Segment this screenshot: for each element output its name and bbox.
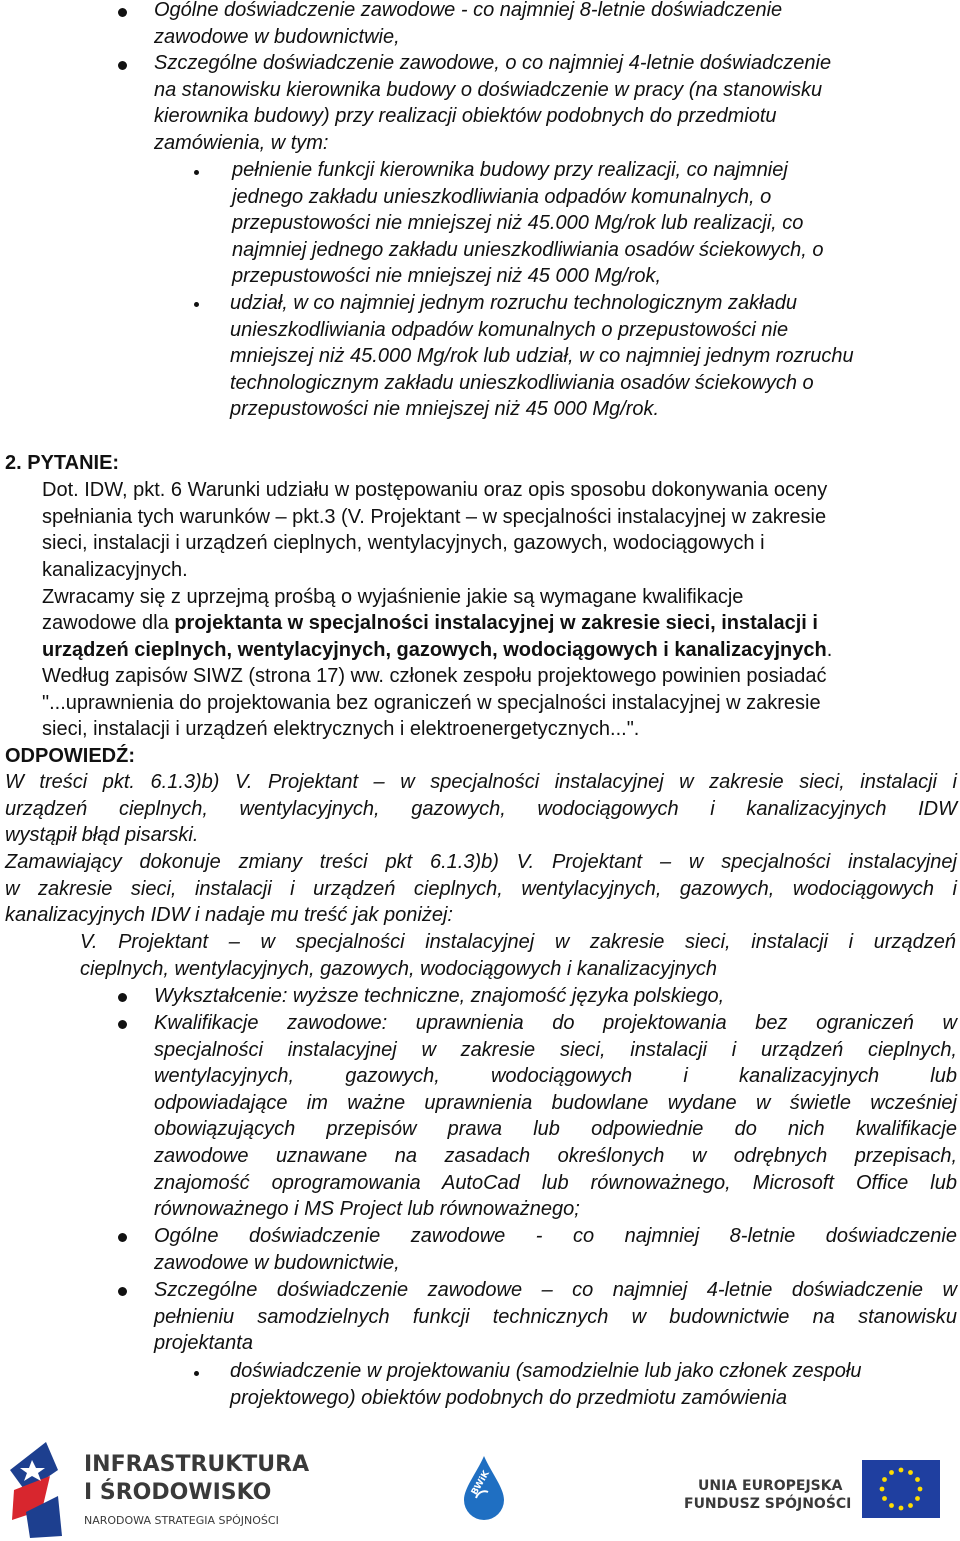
footer-logos bbox=[0, 1430, 960, 1541]
answer-paragraph bbox=[5, 769, 957, 849]
eu-star-icon bbox=[915, 1496, 920, 1501]
eu-star-icon bbox=[908, 1470, 913, 1475]
eu-star-icon bbox=[899, 1506, 904, 1511]
bullet-marker bbox=[118, 61, 127, 70]
question-line: "...uprawnienia do projektowania bez ograniczeń w specjalności instalacyjnej w zakresie bbox=[42, 692, 821, 714]
text-line: mniejszej niż 45.000 Mg/rok lub udział, w co najmniej jednym rozruchu bbox=[230, 345, 854, 368]
infrastruktura-logo-line2: I ŚRODOWISKO bbox=[84, 1480, 272, 1505]
question-line: sieci, instalacji i urządzeń elektrycznych i elektroenergetycznych...". bbox=[42, 718, 640, 740]
bullet-marker bbox=[118, 1233, 127, 1242]
text-line: jednego zakładu unieszkodliwiania odpadów komunalnych, o bbox=[232, 185, 772, 208]
text-line: udział, w co najmniej jednym rozruchu technologicznym zakładu bbox=[230, 292, 797, 314]
text-line: projektowego) obiektów podobnych do przedmiotu zamówienia bbox=[230, 1386, 787, 1409]
text-bold: projektanta w specjalności instalacyjnej w zakresie sieci, instalacji i bbox=[174, 612, 818, 634]
text-line: doświadczenie w projektowaniu (samodzielnie lub jako członek zespołu bbox=[230, 1360, 862, 1382]
text-line: Kwalifikacje zawodowe: uprawnienia do projektowania bez ograniczeń w bbox=[154, 1012, 957, 1034]
text-normal: zawodowe dla bbox=[42, 612, 175, 634]
answer-heading: ODPOWIEDŹ: bbox=[5, 745, 135, 767]
eu-star-icon bbox=[882, 1496, 887, 1501]
text-line: kierownika budowy) przy realizacji obiektów podobnych do przedmiotu bbox=[154, 105, 777, 128]
sub-bullet-marker bbox=[194, 1371, 199, 1376]
eu-star-icon bbox=[880, 1487, 885, 1492]
question-line: spełniania tych warunków – pkt.3 (V. Projektant – w specjalności instalacyjnej w zakresie bbox=[42, 506, 827, 528]
question-line: Według zapisów SIWZ (strona 17) ww. członek zespołu projektowego powinien posiadać bbox=[42, 665, 827, 687]
text-line: kanalizacyjnych IDW i nadaje mu treść jak poniżej: bbox=[5, 904, 453, 927]
sub-list-item bbox=[232, 157, 952, 290]
question-line: kanalizacyjnych. bbox=[42, 559, 188, 581]
infrastruktura-logo-mark bbox=[6, 1440, 66, 1540]
eu-star-icon bbox=[918, 1487, 923, 1492]
eu-logo-line1: UNIA EUROPEJSKA bbox=[698, 1478, 843, 1494]
sub-list-item bbox=[230, 290, 955, 423]
question-line bbox=[42, 637, 832, 664]
text-line: cieplnych, wentylacyjnych, gazowych, wodociągowych i kanalizacyjnych bbox=[80, 957, 717, 980]
text-line: urządzeń cieplnych, wentylacyjnych, gazowych, wodociągowych i kanalizacyjnych IDW bbox=[5, 797, 957, 820]
eu-star-icon bbox=[882, 1477, 887, 1482]
text-bold: urządzeń cieplnych, wentylacyjnych, gazowych, wodociągowych i kanalizacyjnych bbox=[42, 639, 827, 661]
text-line: na stanowisku kierownika budowy o doświadczenie w pracy (na stanowisku bbox=[154, 78, 823, 101]
question-heading: 2. PYTANIE: bbox=[5, 452, 120, 474]
text-line: przepustowości nie mniejszej niż 45 000 Mg/rok. bbox=[230, 398, 660, 421]
question-line: Zwracamy się z uprzejmą prośbą o wyjaśnienie jakie są wymagane kwalifikacje bbox=[42, 586, 744, 608]
eu-star-icon bbox=[899, 1468, 904, 1473]
list-item bbox=[154, 983, 954, 1010]
list-item bbox=[154, 1010, 957, 1223]
text-line: pełnienie funkcji kierownika budowy przy realizacji, co najmniej bbox=[232, 159, 788, 181]
text-line: odpowiadające im ważne uprawnienia budowlane wydane w świetle wcześniej bbox=[154, 1091, 957, 1114]
text-line: Wykształcenie: wyższe techniczne, znajomość języka polskiego, bbox=[154, 985, 725, 1007]
text-line: Ogólne doświadczenie zawodowe - co najmniej 8-letnie doświadczenie bbox=[154, 0, 783, 21]
text-line: wystąpił błąd pisarski. bbox=[5, 824, 199, 847]
text-line: specjalności instalacyjnej w zakresie sieci, instalacji i urządzeń cieplnych, bbox=[154, 1038, 957, 1061]
text-line: przepustowości nie mniejszej niż 45.000 Mg/rok lub realizacji, co bbox=[232, 212, 804, 235]
infrastruktura-logo-line3: NARODOWA STRATEGIA SPÓJNOŚCI bbox=[84, 1514, 279, 1527]
bullet-marker bbox=[118, 8, 127, 17]
water-drop-logo bbox=[462, 1454, 506, 1522]
text-line: w zakresie sieci, instalacji i urządzeń cieplnych, wentylacyjnych, gazowych, wodociągowych i bbox=[5, 877, 957, 900]
bullet-marker bbox=[118, 993, 127, 1002]
eu-star-icon bbox=[915, 1477, 920, 1482]
sub-bullet-marker bbox=[194, 302, 199, 307]
text-line: technologicznym zakładu unieszkodliwiania osadów ściekowych o bbox=[230, 371, 814, 394]
water-logo-label: BWiK bbox=[470, 1469, 492, 1497]
text-line: Szczególne doświadczenie zawodowe, o co najmniej 4-letnie doświadczenie bbox=[154, 52, 832, 74]
answer-paragraph bbox=[80, 929, 956, 982]
text-line: przepustowości nie mniejszej niż 45 000 Mg/rok, bbox=[232, 265, 662, 288]
bullet-marker bbox=[118, 1020, 127, 1029]
eu-flag-icon bbox=[862, 1460, 940, 1518]
text-line: najmniej jednego zakładu unieszkodliwiania osadów ściekowych, o bbox=[232, 238, 824, 261]
bullet-marker bbox=[118, 1287, 127, 1296]
infrastruktura-logo-line1: INFRASTRUKTURA bbox=[84, 1452, 310, 1477]
sub-list-item bbox=[230, 1358, 958, 1411]
text-line: Zamawiający dokonuje zmiany treści pkt 6.1.3)b) V. Projektant – w specjalności instalacyjnej bbox=[5, 851, 957, 873]
text-line: zawodowe w budownictwie, bbox=[154, 25, 400, 48]
text-line: znajomość oprogramowania AutoCad lub równoważnego, Microsoft Office lub bbox=[154, 1171, 957, 1194]
text-line: Szczególne doświadczenie zawodowe – co najmniej 4-letnie doświadczenie w bbox=[154, 1279, 957, 1301]
text-line: zawodowe w budownictwie, bbox=[154, 1251, 400, 1274]
eu-star-icon bbox=[889, 1503, 894, 1508]
list-item bbox=[154, 0, 944, 50]
question-line: Dot. IDW, pkt. 6 Warunki udziału w postępowaniu oraz opis sposobu dokonywania oceny bbox=[42, 479, 828, 501]
list-item bbox=[154, 50, 944, 156]
text-line: unieszkodliwiania odpadów komunalnych o przepustowości nie bbox=[230, 318, 789, 341]
text-line: W treści pkt. 6.1.3)b) V. Projektant – w specjalności instalacyjnej w zakresie sieci, instalacji i bbox=[5, 771, 957, 793]
text-line: zawodowe uznawane na zasadach określonych w odrębnych przepisach, bbox=[154, 1144, 957, 1167]
eu-star-icon bbox=[889, 1470, 894, 1475]
text-line: projektanta bbox=[154, 1332, 253, 1355]
list-item bbox=[154, 1223, 957, 1276]
text-line: obowiązujących przepisów prawa lub odpowiednie do nich kwalifikacje bbox=[154, 1118, 957, 1141]
text-line: zamówienia, w tym: bbox=[154, 131, 329, 154]
list-item bbox=[154, 1277, 957, 1357]
text-line: pełnieniu samodzielnych funkcji technicznych w budownictwie na stanowisku bbox=[154, 1305, 957, 1328]
text-normal: . bbox=[826, 639, 833, 661]
sub-bullet-marker bbox=[194, 170, 199, 175]
text-line: wentylacyjnych, gazowych, wodociągowych i kanalizacyjnych lub bbox=[154, 1065, 957, 1088]
question-line bbox=[42, 610, 818, 637]
eu-logo-line2: FUNDUSZ SPÓJNOŚCI bbox=[684, 1496, 852, 1512]
question-line: sieci, instalacji i urządzeń cieplnych, wentylacyjnych, gazowych, wodociągowych i bbox=[42, 532, 765, 554]
eu-star-icon bbox=[908, 1503, 913, 1508]
answer-paragraph bbox=[5, 849, 957, 929]
text-line: Ogólne doświadczenie zawodowe - co najmniej 8-letnie doświadczenie bbox=[154, 1225, 957, 1247]
text-line: V. Projektant – w specjalności instalacyjnej w zakresie sieci, instalacji i urządzeń bbox=[80, 931, 956, 953]
text-line: równoważnego i MS Project lub równoważnego; bbox=[154, 1198, 580, 1221]
